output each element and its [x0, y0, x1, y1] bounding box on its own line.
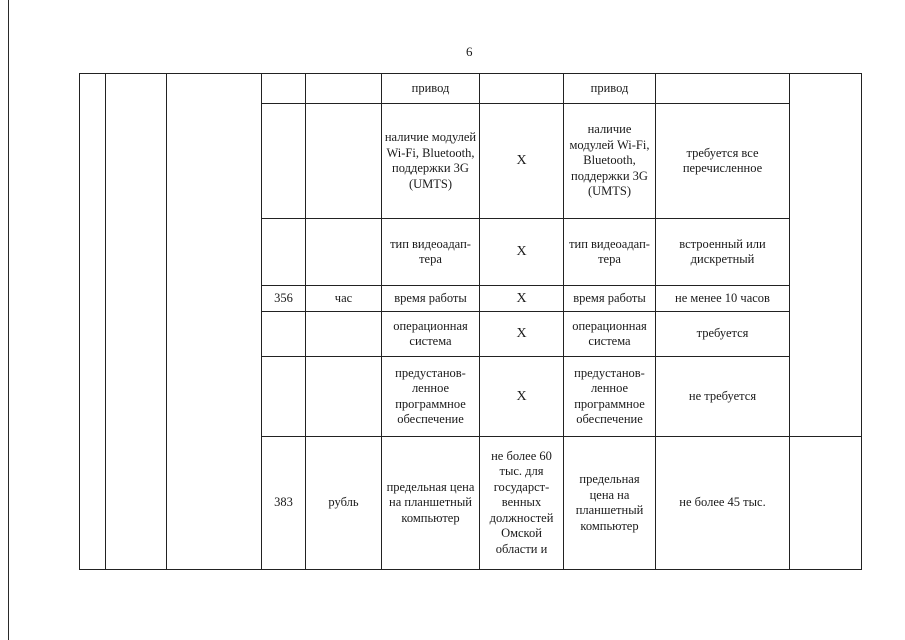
row-number-cell	[262, 74, 306, 104]
value-cell	[656, 74, 790, 104]
value-cell: X	[480, 219, 564, 286]
unit-cell	[306, 74, 382, 104]
characteristic-cell: привод	[382, 74, 480, 104]
empty-cell	[80, 74, 106, 570]
table-row	[80, 74, 862, 104]
characteristic-cell: предельная цена на планшетный компьютер	[382, 437, 480, 570]
specification-table	[79, 73, 862, 570]
characteristic-cell: тип видеоадап-тера	[382, 219, 480, 286]
characteristic-cell: время работы	[564, 286, 656, 312]
unit-cell: час	[306, 286, 382, 312]
row-number-cell	[262, 312, 306, 357]
empty-cell	[790, 437, 862, 570]
characteristic-cell: предустанов-ленное программное обеспечение	[564, 357, 656, 437]
unit-cell: рубль	[306, 437, 382, 570]
empty-cell	[167, 74, 262, 570]
characteristic-cell: предустанов-ленное программное обеспечение	[382, 357, 480, 437]
characteristic-cell: предельная цена на планшетный компьютер	[564, 437, 656, 570]
value-cell: встроенный или дискретный	[656, 219, 790, 286]
value-cell: X	[480, 312, 564, 357]
row-number-cell: 383	[262, 437, 306, 570]
value-cell: не более 60 тыс. для государст-венных должностей Омской области и	[480, 437, 564, 570]
value-cell: не требуется	[656, 357, 790, 437]
characteristic-cell: время работы	[382, 286, 480, 312]
characteristic-cell: наличие модулей Wi-Fi, Bluetooth, поддержки 3G (UMTS)	[382, 104, 480, 219]
unit-cell	[306, 104, 382, 219]
characteristic-cell: операционная система	[564, 312, 656, 357]
characteristic-cell: наличие модулей Wi-Fi, Bluetooth, поддержки 3G (UMTS)	[564, 104, 656, 219]
empty-cell	[106, 74, 167, 570]
row-number-cell	[262, 104, 306, 219]
unit-cell	[306, 357, 382, 437]
row-number-cell	[262, 219, 306, 286]
unit-cell	[306, 219, 382, 286]
value-cell: требуется все перечисленное	[656, 104, 790, 219]
value-cell: требуется	[656, 312, 790, 357]
page-number: 6	[466, 44, 473, 59]
value-cell: не более 45 тыс.	[656, 437, 790, 570]
characteristic-cell: привод	[564, 74, 656, 104]
margin-line	[8, 0, 9, 640]
value-cell: X	[480, 104, 564, 219]
row-number-cell	[262, 357, 306, 437]
value-cell	[480, 74, 564, 104]
characteristic-cell: операционная система	[382, 312, 480, 357]
characteristic-cell: тип видеоадап-тера	[564, 219, 656, 286]
row-number-cell: 356	[262, 286, 306, 312]
unit-cell	[306, 312, 382, 357]
empty-cell	[790, 74, 862, 437]
value-cell: X	[480, 286, 564, 312]
value-cell: X	[480, 357, 564, 437]
value-cell: не менее 10 часов	[656, 286, 790, 312]
